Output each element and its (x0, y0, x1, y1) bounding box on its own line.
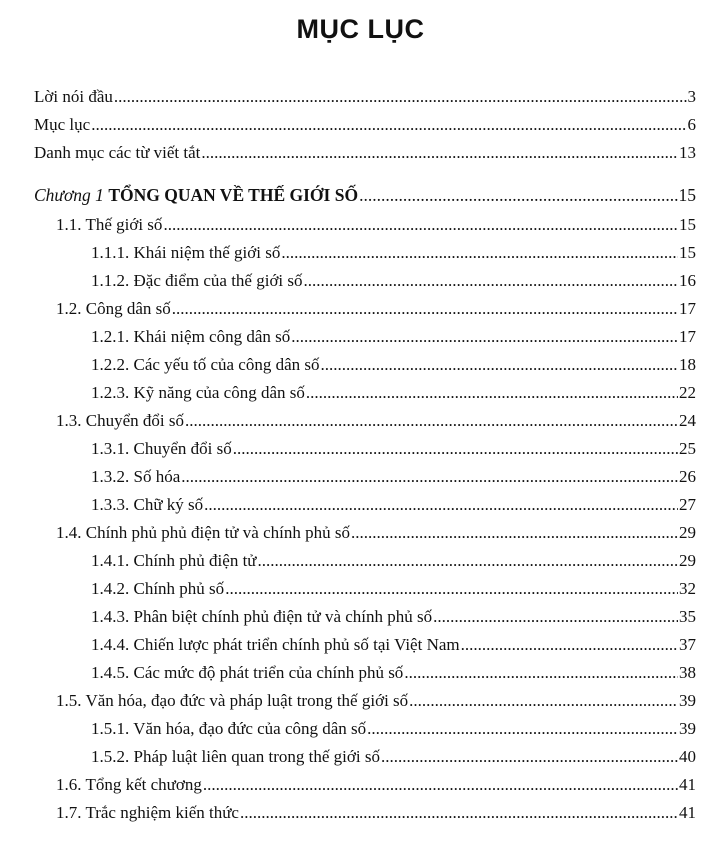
toc-entry-section[interactable] (0, 522, 696, 544)
dot-leader (258, 550, 678, 572)
toc-entry-subsection[interactable] (0, 494, 696, 516)
toc-entry-label: 1.2.2. Các yếu tố của công dân số (91, 355, 320, 374)
toc-entry-subsection[interactable] (0, 578, 696, 600)
toc-entry-front[interactable] (0, 142, 696, 164)
toc-entry-page: 39 (679, 719, 696, 738)
toc-entry-label: 1.3.1. Chuyển đổi số (91, 439, 232, 458)
toc-entry-page: 32 (679, 579, 696, 598)
dot-leader (381, 746, 678, 768)
dot-leader (163, 214, 678, 236)
toc-entry-subsection[interactable] (0, 634, 696, 656)
toc-entry-label: 1.4.2. Chính phủ số (91, 579, 225, 598)
toc-entry-page: 22 (679, 383, 696, 402)
toc-entry-label: 1.4.4. Chiến lược phát triển chính phủ số tại Việt Nam (91, 635, 460, 654)
toc-entry-page: 17 (679, 299, 696, 318)
toc-entry-subsection[interactable] (0, 438, 696, 460)
dot-leader (461, 634, 678, 656)
toc-entry-page: 15 (679, 215, 696, 234)
dot-leader (225, 578, 678, 600)
toc-entry-label: 1.2.3. Kỹ năng của công dân số (91, 383, 305, 402)
toc-entry-label: 1.1. Thế giới số (56, 215, 163, 234)
toc-entry-label: 1.4.5. Các mức độ phát triển của chính phủ số (91, 663, 404, 682)
toc-entry-page: 26 (679, 467, 696, 486)
dot-leader (321, 354, 679, 376)
toc-entry-page: 29 (679, 523, 696, 542)
toc-entry-label: 1.2.1. Khái niệm công dân số (91, 327, 291, 346)
toc-entry-page: 39 (679, 691, 696, 710)
toc-entry-subsection[interactable] (0, 382, 696, 404)
dot-leader (203, 774, 678, 796)
toc-entry-label: 1.1.2. Đặc điểm của thế giới số (91, 271, 303, 290)
dot-leader (306, 382, 678, 404)
toc-entry-page: 35 (679, 607, 696, 626)
dot-leader (240, 802, 678, 824)
dot-leader (367, 718, 678, 740)
toc-entry-subsection[interactable] (0, 466, 696, 488)
chapter-prefix: Chương 1 (34, 185, 104, 205)
toc-entry-label: 1.4.1. Chính phủ điện tử (91, 551, 257, 570)
toc-entry-page: 24 (679, 411, 696, 430)
toc-entry-page: 17 (679, 327, 696, 346)
toc-entry-section[interactable] (0, 802, 696, 824)
toc-entry-subsection[interactable] (0, 550, 696, 572)
toc-entry-label: 1.5. Văn hóa, đạo đức và pháp luật trong thế giới số (56, 691, 409, 710)
toc-entry-section[interactable] (0, 410, 696, 432)
dot-leader (181, 466, 678, 488)
dot-leader (172, 298, 678, 320)
toc-entry-section[interactable] (0, 214, 696, 236)
toc-entry-page: 15 (679, 243, 696, 262)
toc-entry-subsection[interactable] (0, 662, 696, 684)
toc-entry-label: 1.6. Tổng kết chương (56, 775, 202, 794)
toc-entry-label: 1.2. Công dân số (56, 299, 171, 318)
dot-leader (114, 86, 687, 108)
toc-entry-subsection[interactable] (0, 606, 696, 628)
dot-leader (185, 410, 678, 432)
toc-entry-label: Lời nói đầu (34, 87, 113, 106)
toc-entry-label: Mục lục (34, 115, 91, 134)
dot-leader (409, 690, 678, 712)
toc-chapter-label (34, 184, 358, 206)
toc-entry-page: 37 (679, 635, 696, 654)
page-title: MỤC LỤC (296, 14, 425, 44)
dot-leader (281, 242, 678, 264)
toc-entry-page: 13 (679, 143, 696, 162)
toc-entry-page: 41 (679, 775, 696, 794)
toc-entry-front[interactable] (0, 86, 696, 108)
toc-entry-front[interactable] (0, 114, 696, 136)
dot-leader (291, 326, 678, 348)
toc-entry-chapter[interactable] (0, 184, 696, 206)
toc-entry-page: 41 (679, 803, 696, 822)
toc-entry-label: 1.3.3. Chữ ký số (91, 495, 204, 514)
toc-entry-label: Danh mục các từ viết tắt (34, 143, 201, 162)
toc-entry-page: 27 (679, 495, 696, 514)
toc-entry-label: 1.7. Trắc nghiệm kiến thức (56, 803, 239, 822)
toc-entry-page: 40 (679, 747, 696, 766)
dot-leader (433, 606, 678, 628)
toc-entry-label: 1.4.3. Phân biệt chính phủ điện tử và chính phủ số (91, 607, 433, 626)
toc-entry-subsection[interactable] (0, 242, 696, 264)
toc-entry-label: 1.3.2. Số hóa (91, 467, 181, 486)
toc-entry-section[interactable] (0, 774, 696, 796)
toc-entry-subsection[interactable] (0, 354, 696, 376)
toc-entry-subsection[interactable] (0, 746, 696, 768)
toc-entry-subsection[interactable] (0, 326, 696, 348)
toc-entry-page: 29 (679, 551, 696, 570)
toc-entry-label: 1.3. Chuyển đổi số (56, 411, 184, 430)
dot-leader (91, 114, 686, 136)
toc-entry-section[interactable] (0, 298, 696, 320)
toc-entry-page: 6 (687, 115, 696, 134)
toc-entry-page: 15 (678, 185, 696, 205)
toc-entry-page: 18 (679, 355, 696, 374)
dot-leader (304, 270, 678, 292)
chapter-title: TỔNG QUAN VỀ THẾ GIỚI SỐ (108, 185, 359, 205)
dot-leader (204, 494, 678, 516)
dot-leader (201, 142, 678, 164)
dot-leader (351, 522, 678, 544)
toc-entry-label: 1.5.2. Pháp luật liên quan trong thế giới số (91, 747, 380, 766)
toc-entry-section[interactable] (0, 690, 696, 712)
toc-entry-label: 1.1.1. Khái niệm thế giới số (91, 243, 281, 262)
toc-entry-label: 1.4. Chính phủ phủ điện tử và chính phủ số (56, 523, 350, 542)
toc-entry-subsection[interactable] (0, 270, 696, 292)
dot-leader (233, 438, 678, 460)
dot-leader (359, 184, 677, 206)
toc-entry-page: 16 (679, 271, 696, 290)
toc-entry-label: 1.5.1. Văn hóa, đạo đức của công dân số (91, 719, 367, 738)
toc-entry-subsection[interactable] (0, 718, 696, 740)
dot-leader (404, 662, 678, 684)
toc-entry-page: 38 (679, 663, 696, 682)
toc-entry-page: 25 (679, 439, 696, 458)
toc-entry-page: 3 (687, 87, 696, 106)
